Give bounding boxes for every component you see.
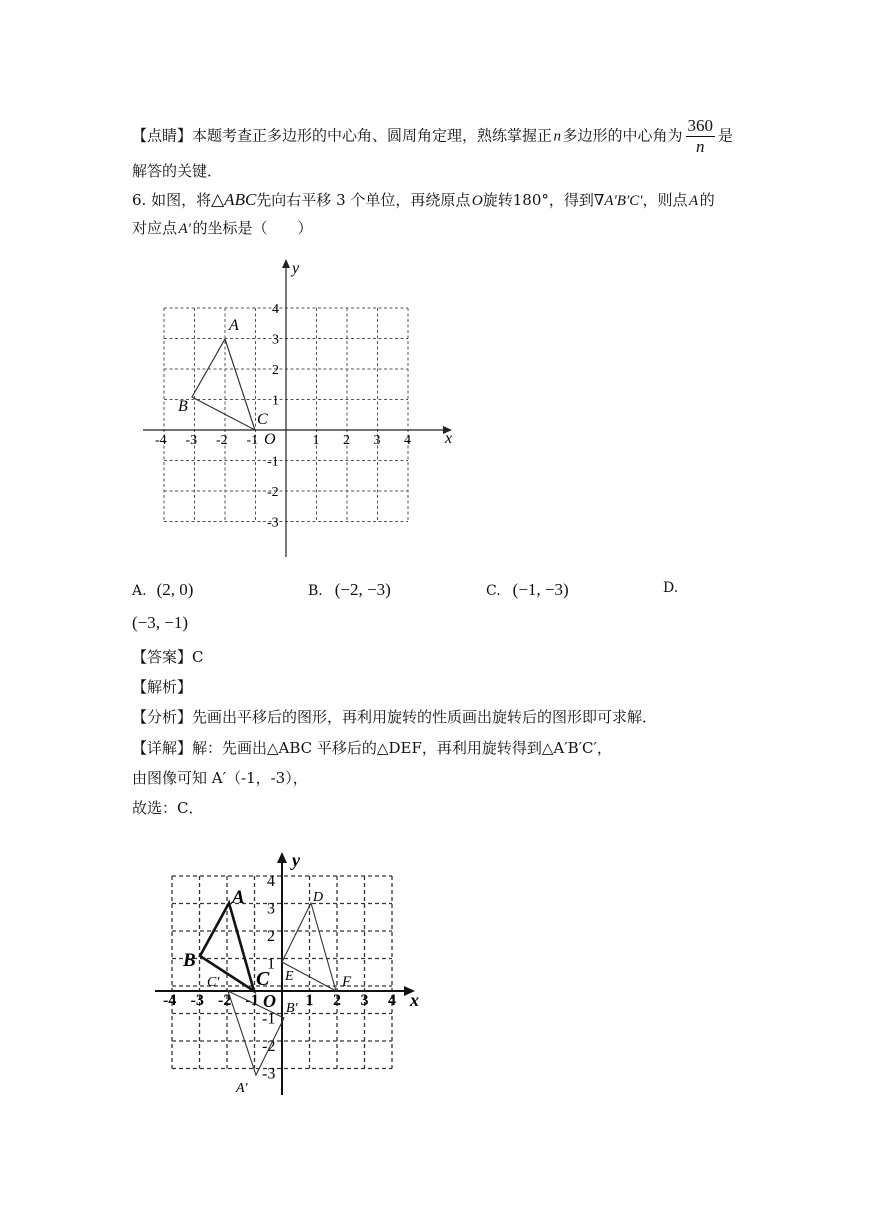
y-tick-label: -2 (267, 485, 279, 500)
figure-coordinate-grid-1 (140, 255, 460, 565)
option-c-label: C. (486, 583, 501, 599)
method-tag: 【分析】 (132, 708, 193, 726)
option-a-value: (2, 0) (156, 580, 194, 599)
point-b-label-1: B (178, 398, 188, 415)
question-number: 6. (132, 191, 147, 209)
point-a-label-2: A (232, 887, 245, 908)
x-tick-label: -1 (245, 992, 259, 1009)
detail-text: 解：先画出△ABC 平移后的△DEF，再利用旋转得到△A′B′C′， (192, 739, 612, 757)
x-tick-label: 4 (404, 433, 411, 448)
x-tick-labels-2 (163, 992, 396, 1009)
point-c-label-1: C (257, 411, 268, 428)
option-c[interactable] (486, 580, 569, 600)
x-tick-label: -2 (216, 433, 228, 448)
triangle-a-prime: ∇A′B′C′ (593, 193, 643, 209)
origin-o: O (471, 193, 483, 209)
y-axis-label-1: y (292, 260, 300, 277)
x-tick-labels-1 (155, 433, 411, 448)
question-text2: 先向右平移 3 个单位，再绕原点 (256, 191, 471, 209)
x-tick-label: 2 (333, 992, 341, 1009)
option-a[interactable] (132, 580, 193, 600)
y-tick-label: -1 (267, 454, 279, 470)
x-tick-label: 3 (373, 433, 381, 448)
y-axis-label-2: y (292, 850, 300, 870)
option-d-value-wrap (132, 613, 188, 633)
x-tick-label: -3 (190, 992, 204, 1009)
question-text4: ，则点 (642, 191, 688, 209)
detail-line3: 故选：C． (132, 799, 204, 817)
option-b-label: B. (308, 583, 323, 599)
question-line2 (132, 217, 312, 240)
option-c-value: (−1, −3) (512, 580, 569, 599)
method-line (132, 706, 657, 728)
point-note-end: 是 (718, 126, 734, 145)
point-note-tag: 【点睛】 (132, 126, 193, 145)
figure-coordinate-grid-2 (150, 845, 440, 1100)
y-tick-label: -3 (262, 1065, 276, 1083)
frac-denominator: n (696, 137, 705, 156)
option-b-value: (−2, −3) (334, 580, 391, 599)
point-a-ref: A (689, 193, 699, 209)
y-tick-label: 2 (272, 363, 279, 378)
option-d-label: D. (663, 580, 679, 596)
option-d-value: (−3, −1) (132, 613, 188, 632)
point-note-line2: 解答的关键． (132, 162, 223, 180)
x-axis-label-2: x (410, 990, 419, 1010)
point-a-prime-label-2: A′ (236, 1081, 248, 1096)
point-e-label-2: E (285, 969, 294, 984)
y-tick-labels-1 (267, 302, 279, 531)
y-arrow-2 (277, 852, 287, 863)
y-tick-label: 4 (272, 302, 279, 317)
answer-value: C (192, 648, 204, 666)
x-tick-label: 2 (343, 433, 350, 448)
analysis-tag: 【解析】 (132, 678, 193, 696)
option-b[interactable] (308, 580, 391, 600)
y-tick-label: 3 (267, 900, 275, 918)
point-note-text: 本题考查正多边形的中心角、圆周角定理，熟练掌握正 (192, 126, 553, 145)
x-tick-label: 1 (305, 992, 314, 1009)
y-tick-label: 2 (267, 928, 275, 945)
x-tick-label: -1 (246, 433, 259, 448)
y-tick-label: -1 (262, 1010, 276, 1028)
point-note-var: n (553, 128, 562, 145)
y-tick-label: 1 (272, 393, 279, 409)
y-arrow-1 (282, 259, 290, 268)
point-b-prime-label-2: B′ (286, 1001, 298, 1016)
origin-label-2: O (263, 991, 276, 1011)
detail-tag: 【详解】 (132, 739, 193, 757)
x-tick-label: 1 (312, 433, 320, 448)
x-tick-label: -4 (155, 433, 167, 448)
answer-tag: 【答案】 (132, 648, 193, 666)
point-c-label-2: C (256, 968, 270, 990)
x-tick-label: -4 (163, 992, 177, 1009)
y-tick-label: 4 (267, 873, 275, 890)
triangle-abc: △ABC (211, 190, 257, 209)
frac-numerator: 360 (687, 116, 714, 135)
y-tick-label: 1 (267, 955, 275, 973)
question-text5: 的 (699, 191, 715, 209)
y-tick-label: -3 (267, 515, 279, 531)
option-d[interactable] (663, 580, 678, 596)
point-f-label-2: F (342, 974, 352, 990)
question-text1: 如图，将 (151, 191, 212, 209)
point-d-label-2: D (313, 890, 324, 905)
x-axis-label-1: x (445, 430, 453, 447)
triangle-abc-fig1 (192, 339, 255, 430)
question-line1 (132, 189, 715, 212)
x-tick-label: 4 (388, 992, 396, 1009)
point-note-line1 (132, 116, 733, 157)
y-tick-label: 3 (272, 332, 279, 348)
point-a-prime-ref: A′ (178, 221, 191, 237)
x-tick-label: 3 (360, 992, 369, 1009)
fraction-360-over-n (686, 116, 716, 157)
detail-line2: 由图像可知 A′（-1，-3）， (132, 769, 308, 787)
question-text3: 旋转180°，得到 (482, 191, 594, 209)
question-line2b: 的坐标是（ ） (192, 219, 313, 237)
method-text: 先画出平移后的图形，再利用旋转的性质画出旋转后的图形即可求解． (192, 708, 658, 726)
x-tick-label: -3 (185, 433, 198, 448)
detail-line1 (132, 737, 612, 759)
question-line2a: 对应点 (132, 219, 178, 237)
origin-label-1: O (264, 431, 276, 448)
point-b-label-2: B (183, 950, 196, 971)
answer-line (132, 646, 204, 668)
point-note-text2: 多边形的中心角为 (562, 126, 683, 145)
y-tick-label: -2 (262, 1038, 276, 1055)
point-c-prime-label-2: C′ (207, 975, 220, 990)
x-tick-label: -2 (218, 992, 232, 1009)
point-a-label-1: A (229, 317, 239, 334)
option-a-label: A. (132, 583, 147, 599)
